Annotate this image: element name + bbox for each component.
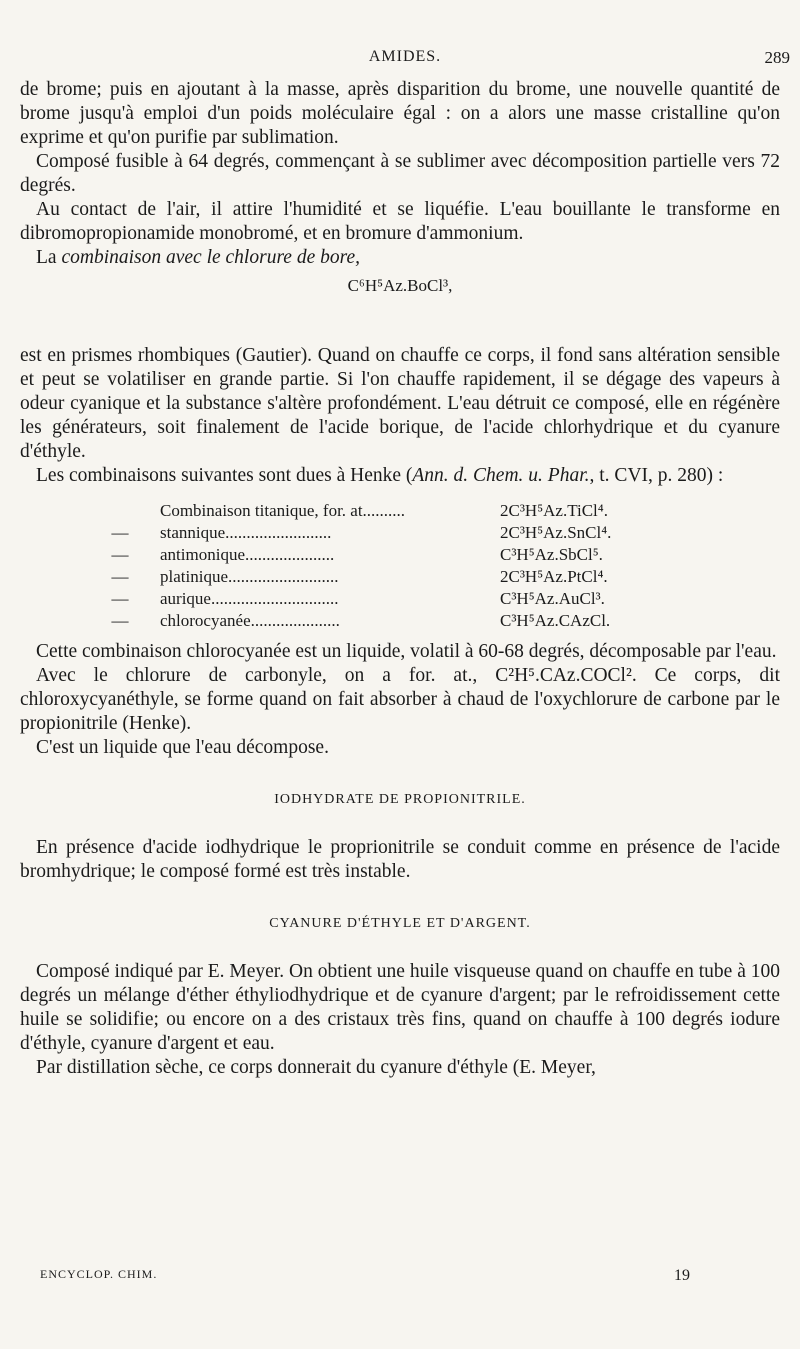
signature-number: 19 [674,1267,690,1284]
paragraph-11: Composé indiqué par E. Meyer. On obtient une huile visqueuse quand on chauffe en tube à 100 degrés un mélange d'éther éthyliodhydrique et de cyanure d'argent; par le refroidissement cette huile se solidifie; ou encore on a des cristaux très fins, quand on chauffe à 100 degrés iodure d'éthyle, cyanure d'argent et eau. [20,961,780,1054]
combination-formula: C³H⁵Az.AuCl³. [500,589,605,608]
page-number: 289 [764,48,790,67]
paragraph-3: Au contact de l'air, il attire l'humidité et se liquéfie. L'eau bouillante le transforme en dibromopropionamide monobromé, et en bromure d'ammonium. [20,199,780,244]
combination-name: antimonique..................... [160,545,335,564]
running-title: AMIDES. [368,48,442,65]
page-body [20,78,780,1080]
paragraph-7: Cette combinaison chlorocyanée est un liquide, volatil à 60-68 degrés, décomposable par l'eau. [36,641,777,662]
combinations-table [80,500,611,632]
combination-dash: — [111,545,129,564]
paragraph-4 [20,246,780,270]
paragraph-8: Avec le chlorure de carbonyle, on a for. at., C²H⁵.CAz.COCl². Ce corps, dit chloroxycyanéthyle, se forme quand on fait absorber à chaud de l'oxychlorure de carbone par le propionitrile (Henke). [20,665,780,734]
combination-formula: 2C³H⁵Az.PtCl⁴. [500,567,608,586]
paragraph-4-italic: combinaison avec le chlorure de bore, [61,247,361,268]
combination-row [80,522,611,544]
paragraph-10: En présence d'acide iodhydrique le proprionitrile se conduit comme en présence de l'acide bromhydrique; le composé formé est très instable. [20,837,780,882]
combination-dash: — [111,523,129,542]
combination-row [80,500,611,522]
paragraph-5: est en prismes rhombiques (Gautier). Quand on chauffe ce corps, il fond sans altération sensible et peut se volatiliser en grande partie. Si l'on chauffe rapidement, il se dégage des vapeurs à odeur cyanique et la substance s'altère profondément. L'eau détruit ce composé, elle en régénère les générateurs, soit finalement de l'acide borique, de l'acide chlorhydrique et du cyanure d'éthyle. [20,345,780,462]
combination-formula: 2C³H⁵Az.TiCl⁴. [500,501,608,520]
section-heading-cyanure: CYANURE D'ÉTHYLE ET D'ARGENT. [269,916,531,931]
signature-mark: ENCYCLOP. CHIM. [40,1267,158,1281]
combination-name: stannique......................... [160,523,332,542]
combination-row [80,544,611,566]
paragraph-1: de brome; puis en ajoutant à la masse, après disparition du brome, une nouvelle quantité de brome jusqu'à emploi d'un poids moléculaire égal : on a alors une masse cristalline qu'on exprime et qu'on purifie par sublimation. [20,79,780,148]
paragraph-4-prefix: La [36,247,62,268]
boron-formula: C⁶H⁵Az.BoCl³, [347,276,453,295]
combination-formula: C³H⁵Az.SbCl⁵. [500,545,603,564]
paragraph-2: Composé fusible à 64 degrés, commençant à se sublimer avec décomposition partielle vers 72 degrés. [20,151,780,196]
paragraph-6 [20,464,780,488]
combination-name: aurique.............................. [160,589,339,608]
paragraph-12: Par distillation sèche, ce corps donnerait du cyanure d'éthyle (E. Meyer, [36,1057,596,1078]
paragraph-6-citation: Ann. d. Chem. u. Phar. [412,465,590,486]
combination-row [80,566,611,588]
paragraph-6-prefix: Les combinaisons suivantes sont dues à Henke ( [36,465,413,486]
combination-dash: — [111,567,129,586]
combination-formula: 2C³H⁵Az.SnCl⁴. [500,523,612,542]
paragraph-6-suffix: , t. CVI, p. 280) : [589,465,724,486]
combination-name: platinique.......................... [160,567,339,586]
combination-name: chlorocyanée..................... [160,611,340,630]
combination-formula: C³H⁵Az.CAzCl. [500,611,611,630]
page-header [20,48,790,72]
combination-name: Combinaison titanique, for. at.......... [160,501,406,520]
combination-dash: — [111,589,129,608]
combination-dash: — [111,611,129,630]
section-heading-iodhydrate: IODHYDRATE DE PROPIONITRILE. [274,792,526,807]
combination-row [80,588,611,610]
paragraph-9: C'est un liquide que l'eau décompose. [36,737,329,758]
page-footer [40,1267,770,1291]
combination-row [80,610,611,632]
spacer [20,304,780,344]
combination-dash [80,500,160,522]
